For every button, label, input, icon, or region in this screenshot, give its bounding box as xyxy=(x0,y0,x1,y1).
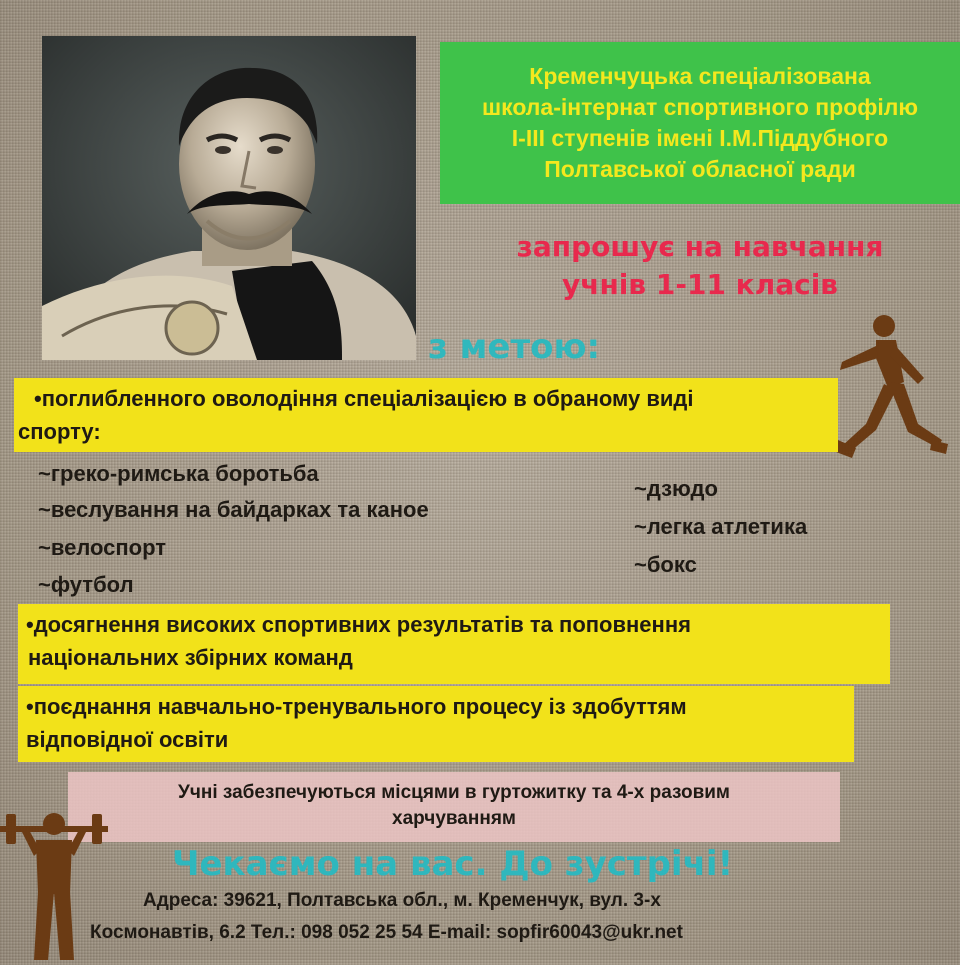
sport-item: ~легка атлетика xyxy=(634,514,808,539)
runner-silhouette-icon xyxy=(832,312,950,468)
address-line: Адреса: 39621, Полтавська обл., м. Кременчук, вул. 3-х xyxy=(143,890,661,911)
address-contacts-line: Космонавтів, 6.2 Тел.: 098 052 25 54 E-mail: sopfir60043@ukr.net xyxy=(90,922,683,943)
bullet-text: національних збірних команд xyxy=(28,645,353,670)
school-name-line: Кременчуцька спеціалізована xyxy=(529,63,871,89)
bullet-band xyxy=(18,604,890,684)
bullet-text: спорту: xyxy=(18,419,101,444)
sport-item: ~веслування на байдарках та каное xyxy=(38,497,429,522)
school-name-line: школа-інтернат спортивного профілю xyxy=(481,94,919,120)
bullet-text: •поєднання навчально-тренувального процесу із здобуттям xyxy=(26,694,687,719)
school-name-panel xyxy=(440,42,960,204)
school-name-line: І-ІІІ ступенів імені І.М.Піддубного xyxy=(511,125,889,151)
sport-item: ~футбол xyxy=(38,572,134,597)
bullet-band xyxy=(14,378,838,452)
sport-item: ~бокс xyxy=(634,552,697,577)
invite-heading xyxy=(440,228,960,304)
goal-heading: з метою: xyxy=(428,327,601,367)
school-name-line: Полтавської обласної ради xyxy=(544,156,856,182)
dorm-note xyxy=(68,772,840,842)
invite-line: учнів 1-11 класів xyxy=(561,268,839,301)
bullet-band xyxy=(18,686,854,762)
sport-item: ~велоспорт xyxy=(38,535,167,560)
closing-message: Чекаємо на вас. До зустрічі! xyxy=(172,844,734,884)
bullet-text: •поглибленного оволодіння спеціалізацією в обраному виді xyxy=(34,386,694,411)
sport-item: ~дзюдо xyxy=(634,476,718,501)
bullet-text: відповідної освіти xyxy=(26,727,229,752)
dorm-note-line: харчуванням xyxy=(392,808,516,829)
bullet-text: •досягнення високих спортивних результатів та поповнення xyxy=(26,612,691,637)
invite-line: запрошує на навчання xyxy=(516,230,884,263)
sport-item: ~греко-римська боротьба xyxy=(38,461,319,486)
dorm-note-line: Учні забезпечуються місцями в гуртожитку та 4-х разовим xyxy=(178,782,730,803)
portrait-photo xyxy=(42,36,416,360)
